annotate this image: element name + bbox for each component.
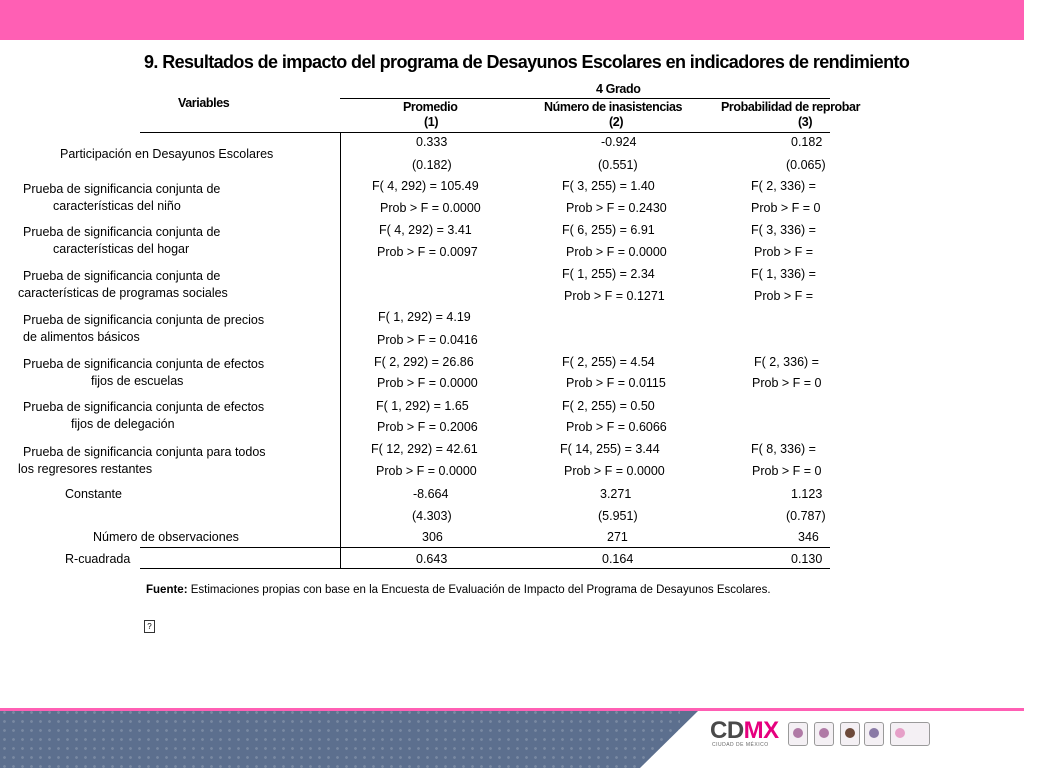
source-note bbox=[146, 584, 771, 596]
cell: Prob > F = 0.0000 bbox=[376, 464, 477, 478]
row-label: fijos de delegación bbox=[71, 417, 175, 431]
col1-name: Promedio bbox=[403, 100, 458, 114]
row-label: Prueba de significancia conjunta de bbox=[23, 269, 221, 283]
cell: Prob > F = 0.6066 bbox=[566, 420, 667, 434]
cell: F( 8, 336) = bbox=[751, 442, 816, 456]
source-text: Estimaciones propias con base en la Encuesta de Evaluación de Impacto del Programa de Desayunos Escolares. bbox=[187, 584, 771, 596]
cell: (0.065) bbox=[786, 158, 826, 172]
bottom-rule bbox=[140, 568, 830, 569]
badge-icon bbox=[864, 722, 884, 746]
cell: F( 2, 336) = bbox=[754, 355, 819, 369]
cell: F( 1, 336) = bbox=[751, 267, 816, 281]
cell: Prob > F = 0.2006 bbox=[377, 420, 478, 434]
row-label: Número de observaciones bbox=[93, 530, 239, 544]
program-logo-icon bbox=[890, 722, 930, 746]
cell: Prob > F = 0 bbox=[752, 376, 822, 390]
row-label: características del hogar bbox=[53, 242, 190, 256]
missing-glyph-icon: ? bbox=[144, 620, 155, 633]
cell: F( 1, 292) = 1.65 bbox=[376, 399, 469, 413]
cell: Prob > F = 0 bbox=[751, 201, 821, 215]
cell: Prob > F = 0.0000 bbox=[564, 464, 665, 478]
cell: F( 2, 292) = 26.86 bbox=[374, 355, 474, 369]
cell: Prob > F = 0.0416 bbox=[377, 333, 478, 347]
cell: F( 2, 255) = 4.54 bbox=[562, 355, 655, 369]
row-label: Prueba de significancia conjunta de bbox=[23, 182, 221, 196]
cell: (4.303) bbox=[412, 509, 452, 523]
cell: Prob > F = 0.0115 bbox=[566, 376, 666, 390]
cell: F( 2, 336) = bbox=[751, 179, 816, 193]
cell: (0.182) bbox=[412, 158, 452, 172]
institution-seal-icon bbox=[814, 722, 834, 746]
cell: 0.164 bbox=[602, 552, 634, 566]
row-label: Prueba de significancia conjunta de precios bbox=[23, 313, 265, 327]
cell: 346 bbox=[798, 530, 819, 544]
row-label: R-cuadrada bbox=[65, 552, 131, 566]
footer-stripe bbox=[0, 708, 1024, 711]
col3-name: Probabilidad de reprobar bbox=[721, 100, 861, 114]
cell: Prob > F = 0.1271 bbox=[564, 289, 665, 303]
row-label: Prueba de significancia conjunta de efectos bbox=[23, 357, 265, 371]
row-label: Prueba de significancia conjunta de bbox=[23, 225, 221, 239]
cell: Prob > F = 0.0000 bbox=[377, 376, 478, 390]
variables-header: Variables bbox=[178, 96, 230, 110]
cell: F( 14, 255) = 3.44 bbox=[560, 442, 660, 456]
top-accent-bar bbox=[0, 0, 1024, 40]
cell: Prob > F = 0.2430 bbox=[566, 201, 667, 215]
col2-num: (2) bbox=[609, 115, 624, 129]
row-label: características del niño bbox=[53, 199, 181, 213]
cell: Prob > F = 0.0000 bbox=[380, 201, 481, 215]
dif-seal-icon bbox=[788, 722, 808, 746]
cell: F( 3, 255) = 1.40 bbox=[562, 179, 655, 193]
cell: Prob > F = 0.0000 bbox=[566, 245, 667, 259]
cell: Prob > F = bbox=[754, 245, 814, 259]
source-label: Fuente: bbox=[146, 584, 188, 596]
col2-name: Número de inasistencias bbox=[544, 100, 683, 114]
cell: F( 2, 255) = 0.50 bbox=[562, 399, 655, 413]
cell: (0.551) bbox=[598, 158, 638, 172]
cell: F( 1, 292) = 4.19 bbox=[378, 310, 471, 324]
cell: F( 4, 292) = 105.49 bbox=[372, 179, 479, 193]
group-underline bbox=[340, 98, 830, 99]
cell: F( 6, 255) = 6.91 bbox=[562, 223, 655, 237]
crest-icon bbox=[840, 722, 860, 746]
col3-num: (3) bbox=[798, 115, 813, 129]
cell: Prob > F = 0 bbox=[752, 464, 822, 478]
row-rule bbox=[140, 547, 830, 548]
cell: 0.130 bbox=[791, 552, 823, 566]
cell: F( 1, 255) = 2.34 bbox=[562, 267, 655, 281]
row-label: fijos de escuelas bbox=[91, 374, 184, 388]
row-label: Prueba de significancia conjunta de efectos bbox=[23, 400, 265, 414]
footer-pattern bbox=[0, 708, 680, 768]
cell: -0.924 bbox=[601, 135, 637, 149]
cell: 0.643 bbox=[416, 552, 448, 566]
cell: F( 4, 292) = 3.41 bbox=[379, 223, 472, 237]
cell: 306 bbox=[422, 530, 443, 544]
cell: -8.664 bbox=[413, 487, 449, 501]
cell: 1.123 bbox=[791, 487, 823, 501]
cell: Prob > F = bbox=[754, 289, 814, 303]
cell: Prob > F = 0.0097 bbox=[377, 245, 478, 259]
cell: 0.333 bbox=[416, 135, 448, 149]
results-table bbox=[18, 78, 861, 570]
column-divider bbox=[340, 132, 341, 569]
cell: (0.787) bbox=[786, 509, 826, 523]
row-label: de alimentos básicos bbox=[23, 330, 140, 344]
row-label: Prueba de significancia conjunta para todos bbox=[23, 445, 266, 459]
row-label: Constante bbox=[65, 487, 122, 501]
row-label: los regresores restantes bbox=[18, 462, 153, 476]
cell: F( 12, 292) = 42.61 bbox=[371, 442, 478, 456]
cell: F( 3, 336) = bbox=[751, 223, 816, 237]
cell: 271 bbox=[607, 530, 628, 544]
col1-num: (1) bbox=[424, 115, 439, 129]
grade-group-header: 4 Grado bbox=[596, 82, 641, 96]
cell: (5.951) bbox=[598, 509, 638, 523]
cell: 0.182 bbox=[791, 135, 823, 149]
row-label: Participación en Desayunos Escolares bbox=[60, 147, 274, 161]
header-rule bbox=[140, 132, 830, 133]
slide-title: 9. Resultados de impacto del programa de Desayunos Escolares en indicadores de rendimiento bbox=[144, 52, 910, 72]
cdmx-logo-subtitle: CIUDAD DE MÉXICO bbox=[712, 742, 769, 748]
cdmx-logo: CDMX bbox=[710, 717, 779, 744]
row-label: características de programas sociales bbox=[18, 286, 228, 300]
cell: 3.271 bbox=[600, 487, 632, 501]
